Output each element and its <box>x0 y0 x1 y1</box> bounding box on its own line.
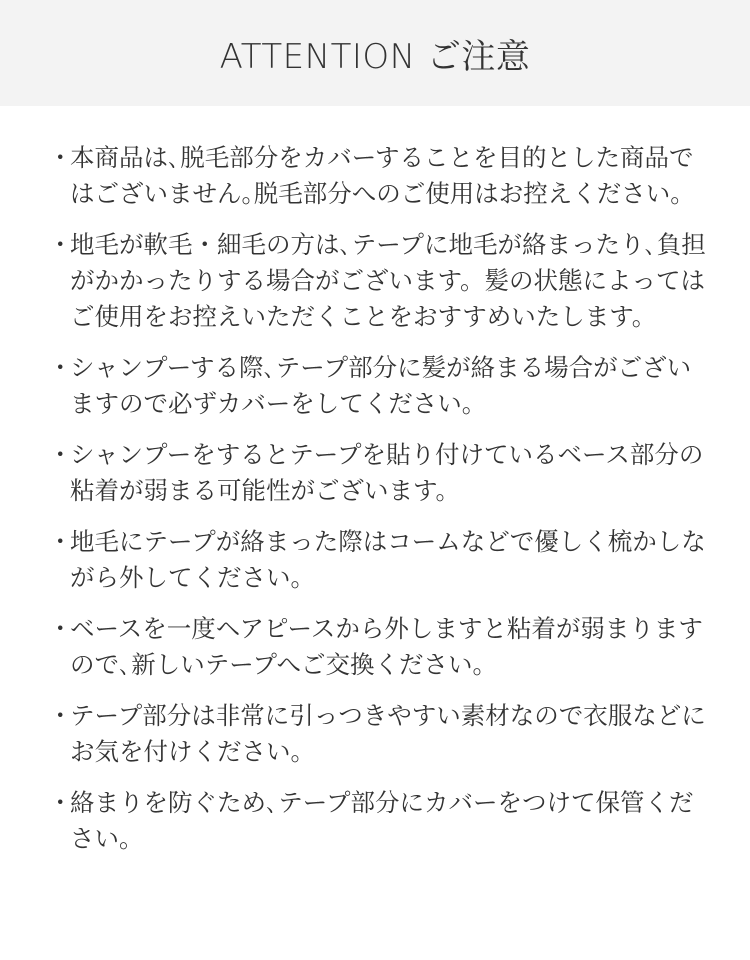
bullet-icon: ・ <box>48 230 73 259</box>
caution-text: シャンプーをするとテープを貼り付けているベース部分の粘着が弱まる可能性がございます。 <box>70 440 704 505</box>
caution-text: テープ部分は非常に引っつきやすい素材なので衣服などにお気を付けください。 <box>70 701 706 766</box>
bullet-icon: ・ <box>48 701 73 730</box>
caution-text: ベースを一度ヘアピースから外しますと粘着が弱まりますので､新しいテープへご交換ください。 <box>70 614 703 679</box>
caution-item-6 <box>48 611 714 683</box>
caution-text: 絡まりを防ぐため､テープ部分にカバーをつけて保管ください。 <box>70 788 694 853</box>
bullet-icon: ・ <box>48 614 73 643</box>
caution-item-5 <box>48 524 714 596</box>
attention-header <box>0 0 750 106</box>
page-title: ATTENTION ご注意 <box>219 36 531 77</box>
caution-item-2 <box>48 227 714 335</box>
bullet-icon: ・ <box>48 440 73 469</box>
caution-text: 本商品は､脱毛部分をカバーすることを目的とした商品ではございません｡脱毛部分へのご使用はお控えください｡ <box>70 143 694 208</box>
caution-item-7 <box>48 698 714 770</box>
bullet-icon: ・ <box>48 353 73 382</box>
caution-text: 地毛にテープが絡まった際はコームなどで優しく梳かしながら外してください。 <box>70 527 706 592</box>
caution-text: シャンプーする際､テープ部分に髪が絡まる場合がございますので必ずカバーをしてください。 <box>70 353 692 418</box>
caution-item-1 <box>48 140 714 212</box>
caution-list <box>0 106 750 857</box>
caution-item-3 <box>48 350 714 422</box>
caution-text: 地毛が軟毛・細毛の方は､テープに地毛が絡まったり､負担がかかったりする場合がございます。髪の状態によってはご使用をお控えいただくことをおすすめいたします。 <box>70 230 706 331</box>
caution-item-8 <box>48 785 714 857</box>
bullet-icon: ・ <box>48 788 73 817</box>
bullet-icon: ・ <box>48 527 73 556</box>
bullet-icon: ・ <box>48 143 73 172</box>
caution-item-4 <box>48 437 714 509</box>
